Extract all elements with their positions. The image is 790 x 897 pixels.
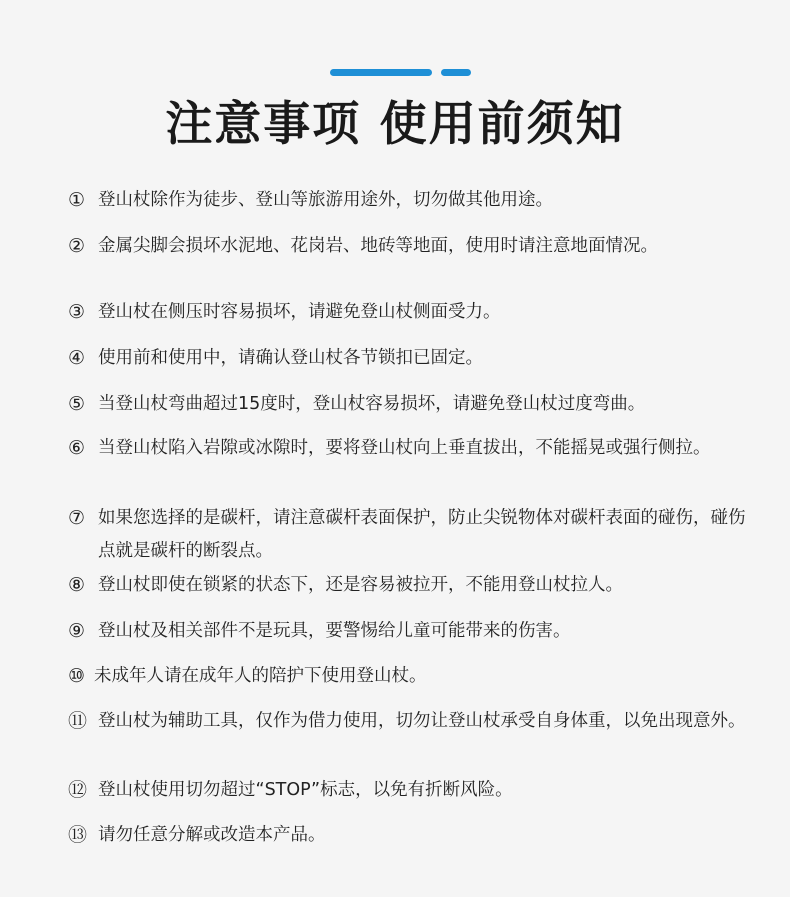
notice-text: 未成年人请在成年人的陪护下使用登山杖。: [94, 666, 427, 686]
notice-item-11: [68, 705, 768, 738]
notice-text: 登山杖为辅助工具，仅作为借力使用，切勿让登山杖承受自身体重，以免出现意外。: [98, 711, 746, 731]
notice-number: ⑦: [68, 507, 86, 529]
notice-text: 登山杖除作为徒步、登山等旅游用途外，切勿做其他用途。: [98, 190, 553, 210]
notice-item-13: [68, 819, 768, 852]
notice-text: 如果您选择的是碳杆，请注意碳杆表面保护，防止尖锐物体对碳杆表面的碰伤，碰伤点就是碳杆的断裂点。: [98, 508, 746, 561]
notice-number: ③: [68, 301, 86, 323]
notice-number: ②: [68, 235, 86, 257]
notice-number: ④: [68, 347, 86, 369]
notice-number: ⑬: [68, 824, 88, 846]
notice-text: 请勿任意分解或改造本产品。: [98, 825, 326, 845]
notice-number: ⑧: [68, 574, 86, 596]
notice-number: ⑪: [68, 710, 88, 732]
notice-item-8: [68, 569, 768, 602]
notice-number: ⑩: [68, 665, 86, 687]
notice-number: ⑥: [68, 437, 86, 459]
notice-text: 登山杖及相关部件不是玩具，要警惕给儿童可能带来的伤害。: [98, 621, 571, 641]
notice-text: 登山杖即使在锁紧的状态下，还是容易被拉开，不能用登山杖拉人。: [98, 575, 623, 595]
notice-text: 当登山杖陷入岩隙或冰隙时，要将登山杖向上垂直拔出，不能摇晃或强行侧拉。: [98, 438, 711, 458]
notice-text: 金属尖脚会损坏水泥地、花岗岩、地砖等地面，使用时请注意地面情况。: [98, 236, 658, 256]
notice-item-4: [68, 342, 768, 375]
notice-text: 使用前和使用中，请确认登山杖各节锁扣已固定。: [98, 348, 483, 368]
notice-text: 登山杖使用切勿超过“STOP”标志，以免有折断风险。: [98, 780, 513, 800]
page-title: 注意事项 使用前须知: [165, 97, 625, 152]
notice-text: 当登山杖弯曲超过15度时，登山杖容易损坏，请避免登山杖过度弯曲。: [98, 394, 646, 414]
notice-number: ①: [68, 189, 86, 211]
notice-item-10: [68, 660, 768, 693]
notice-item-12: [68, 774, 768, 807]
notice-number: ⑨: [68, 620, 86, 642]
notice-text: 登山杖在侧压时容易损坏，请避免登山杖侧面受力。: [98, 302, 501, 322]
notice-number: ⑫: [68, 779, 88, 801]
notice-item-1: [68, 184, 768, 217]
notice-item-2: [68, 230, 768, 263]
notice-number: ⑤: [68, 393, 86, 415]
notice-item-3: [68, 296, 768, 329]
notice-item-6: [68, 432, 768, 465]
notice-item-5: [68, 388, 768, 421]
accent-bar-long: [330, 69, 432, 76]
notice-item-9: [68, 615, 768, 648]
accent-bar-short: [441, 69, 471, 76]
notice-item-7: [68, 502, 768, 568]
